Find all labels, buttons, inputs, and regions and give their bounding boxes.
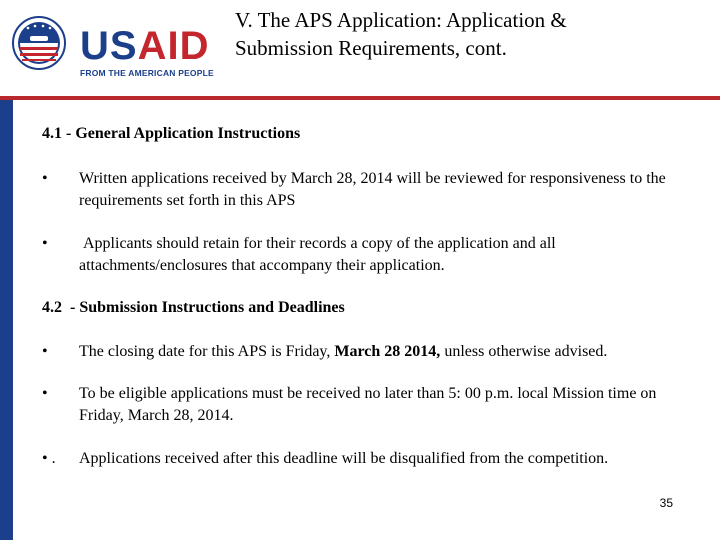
bullet-text: Written applications received by March 28, 2014 will be reviewed for responsiveness to the requirements set forth in this APS bbox=[79, 170, 666, 209]
logo-aid: AID bbox=[137, 24, 210, 68]
bullet-text-part: unless otherwise advised. bbox=[440, 343, 608, 360]
bullet-text-part: The closing date for this APS is Friday, bbox=[79, 343, 335, 360]
slide-title bbox=[235, 6, 705, 62]
logo-us: US bbox=[80, 24, 138, 68]
bullet-item bbox=[42, 383, 682, 427]
section-heading-4-1: 4.1 - General Application Instructions bbox=[42, 125, 301, 142]
bullet-marker: • . bbox=[42, 450, 56, 467]
bullet-marker: • bbox=[42, 235, 48, 252]
bullet-item bbox=[42, 233, 682, 277]
bullet-text: Applicants should retain for their records a copy of the application and all attachments/enclosures that accompany their application. bbox=[79, 235, 560, 274]
bullet-text: Applications received after this deadline will be disqualified from the competition. bbox=[79, 450, 609, 467]
page-number: 35 bbox=[659, 496, 673, 510]
bullet-marker: • bbox=[42, 385, 48, 402]
bullet-marker: • bbox=[42, 343, 48, 360]
left-accent-bar bbox=[0, 100, 13, 540]
closing-date: March 28 2014, bbox=[334, 343, 441, 360]
section-heading-4-2: 4.2 - Submission Instructions and Deadlines bbox=[42, 299, 345, 316]
usaid-logo bbox=[12, 12, 214, 78]
bullet-text bbox=[79, 343, 607, 360]
header-divider bbox=[0, 96, 720, 100]
usaid-seal-icon bbox=[12, 16, 66, 70]
bullet-item bbox=[42, 448, 682, 470]
logo-tagline: FROM THE AMERICAN PEOPLE bbox=[80, 68, 214, 78]
bullet-item bbox=[42, 168, 682, 212]
slide-title-line-2: Submission Requirements, cont. bbox=[235, 36, 507, 60]
slide-title-line-1: V. The APS Application: Application & bbox=[235, 8, 567, 32]
bullet-marker: • bbox=[42, 170, 48, 187]
slide-header bbox=[0, 0, 720, 96]
bullet-item bbox=[42, 341, 682, 363]
bullet-text: To be eligible applications must be received no later than 5: 00 p.m. local Mission time on Friday, March 28, 2014. bbox=[79, 385, 657, 424]
slide-body bbox=[42, 124, 682, 470]
logo-wordmark bbox=[80, 26, 209, 66]
